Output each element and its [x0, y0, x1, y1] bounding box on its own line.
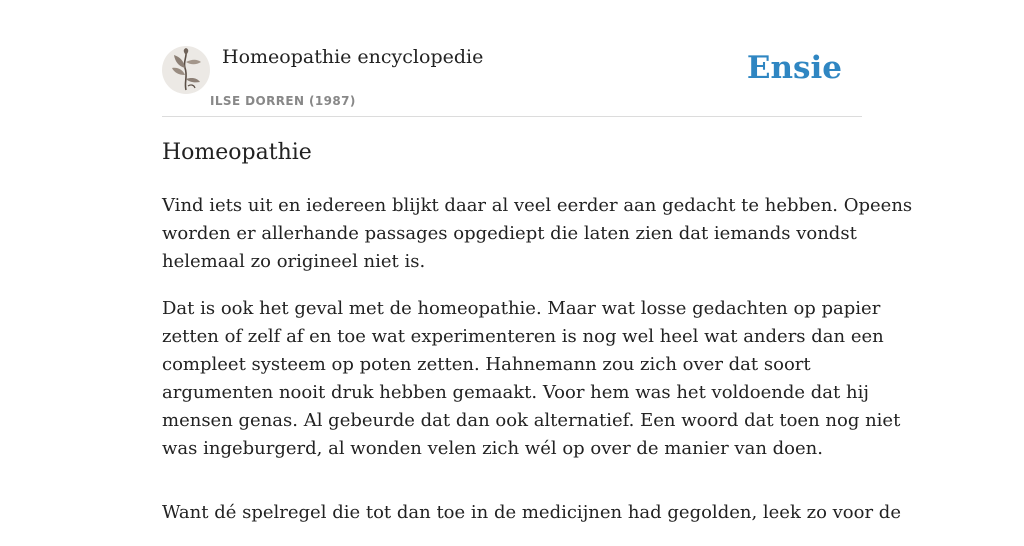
entry-title: Homeopathie — [162, 140, 312, 165]
author-byline[interactable]: ILSE DORREN (1987) — [210, 94, 356, 108]
text-line: compleet systeem op poten zetten. Hahnemann zou zich over dat soort — [162, 354, 811, 375]
text-line: worden er allerhande passages opgediept die laten zien dat iemands vondst — [162, 223, 857, 244]
source-header — [162, 44, 862, 117]
paragraph — [162, 192, 913, 276]
text-line: Vind iets uit en iedereen blijkt daar al veel eerder aan gedacht te hebben. Opeens — [162, 195, 913, 216]
text-line: was ingeburgerd, al wonden velen zich wél op over de manier van doen. — [162, 438, 823, 459]
text-line: Want dé spelregel die tot dan toe in de medicijnen had gegolden, leek zo voor de — [162, 502, 901, 523]
source-title[interactable]: Homeopathie encyclopedie — [222, 46, 484, 68]
text-line: Dat is ook het geval met de homeopathie. Maar wat losse gedachten op papier — [162, 298, 881, 319]
text-line: helemaal zo origineel niet is. — [162, 251, 426, 272]
brand-logo[interactable]: Ensie — [746, 50, 842, 86]
paragraph — [162, 499, 901, 527]
text-line: argumenten nooit druk hebben gemaakt. Voor hem was het voldoende dat hij — [162, 382, 869, 403]
source-avatar[interactable] — [162, 46, 210, 94]
text-line: zetten of zelf af en toe wat experimenteren is nog wel heel wat anders dan een — [162, 326, 884, 347]
herb-illustration-icon — [162, 46, 210, 94]
paragraph — [162, 295, 901, 463]
text-line: mensen genas. Al gebeurde dat dan ook alternatief. Een woord dat toen nog niet — [162, 410, 901, 431]
entry-body — [162, 192, 913, 546]
